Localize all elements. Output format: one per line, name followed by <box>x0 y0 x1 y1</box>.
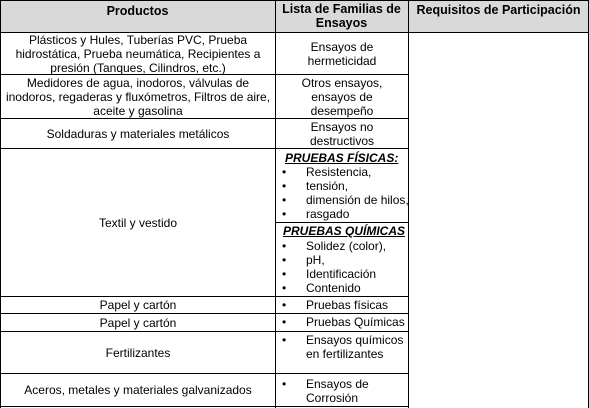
test-families-table: Productos Lista de Familias de Ensayos Requisitos de Participación Plásticos y Hules, Tuberías PVC, Prueba hidrostática, Prueba neumática, Recipientes a presión (Tanques, Cilindros, etc.) Ensayos de hermeticidad Medidores de agua, inodoros, válvulas de inodoros, regaderas y fluxómetros, Filtros de aire, aceite y gasolina Otros ensayos, ensayos de desempeño Soldaduras y materiales metálicos Ensayos no destructivos Textil y vestido PRUEBAS FÍSICAS: • Resistencia, • tensión, • dimensión de hilos, • rasgado PRUEBAS QUÍMICAS • Solidez (color), • pH, • Identificación • Contenido Papel y cartón • Pruebas físicas Papel y cartón • Pruebas Químicas Fertilizantes • Ensayos químicos en fertilizantes Aceros, metales y materiales galvanizados • Ensayos de Corrosión <box>0 0 589 408</box>
column-divider <box>275 0 276 408</box>
table-cell-producto: Plásticos y Hules, Tuberías PVC, Prueba hidrostática, Prueba neumática, Recipientes a presión (Tanques, Cilindros, etc.) <box>15 32 261 75</box>
column-divider <box>0 0 1 408</box>
table-cell-ensayo: Ensayos no destructivos <box>309 119 375 148</box>
table-cell-ensayo: Otros ensayos, ensayos de desempeño <box>301 75 383 118</box>
table-cell-producto: Papel y cartón <box>99 298 177 312</box>
table-cell-producto: Textil y vestido <box>98 215 178 230</box>
table-cell-producto: Fertilizantes <box>105 345 171 360</box>
table-cell-producto: Papel y cartón <box>99 315 177 330</box>
pruebas-fisicas-title: PRUEBAS FÍSICAS: <box>285 151 399 165</box>
table-cell-producto: Aceros, metales y materiales galvanizados <box>24 383 252 397</box>
header-requisitos: Requisitos de Participación <box>416 3 581 17</box>
pruebas-quimicas-title: PRUEBAS QUÍMICAS <box>283 224 406 238</box>
header-productos: Productos <box>106 4 169 18</box>
row-divider <box>0 0 589 1</box>
row-divider <box>0 406 408 407</box>
table-cell-ensayo: Ensayos de hermeticidad <box>307 39 377 68</box>
row-divider <box>275 222 408 223</box>
table-cell-producto: Medidores de agua, inodoros, válvulas de inodoros, regaderas y fluxómetros, Filtros de aire, aceite y gasolina <box>5 75 271 118</box>
table-cell-producto: Soldaduras y materiales metálicos <box>46 126 230 141</box>
header-familias: Lista de Familias de Ensayos <box>282 2 401 30</box>
